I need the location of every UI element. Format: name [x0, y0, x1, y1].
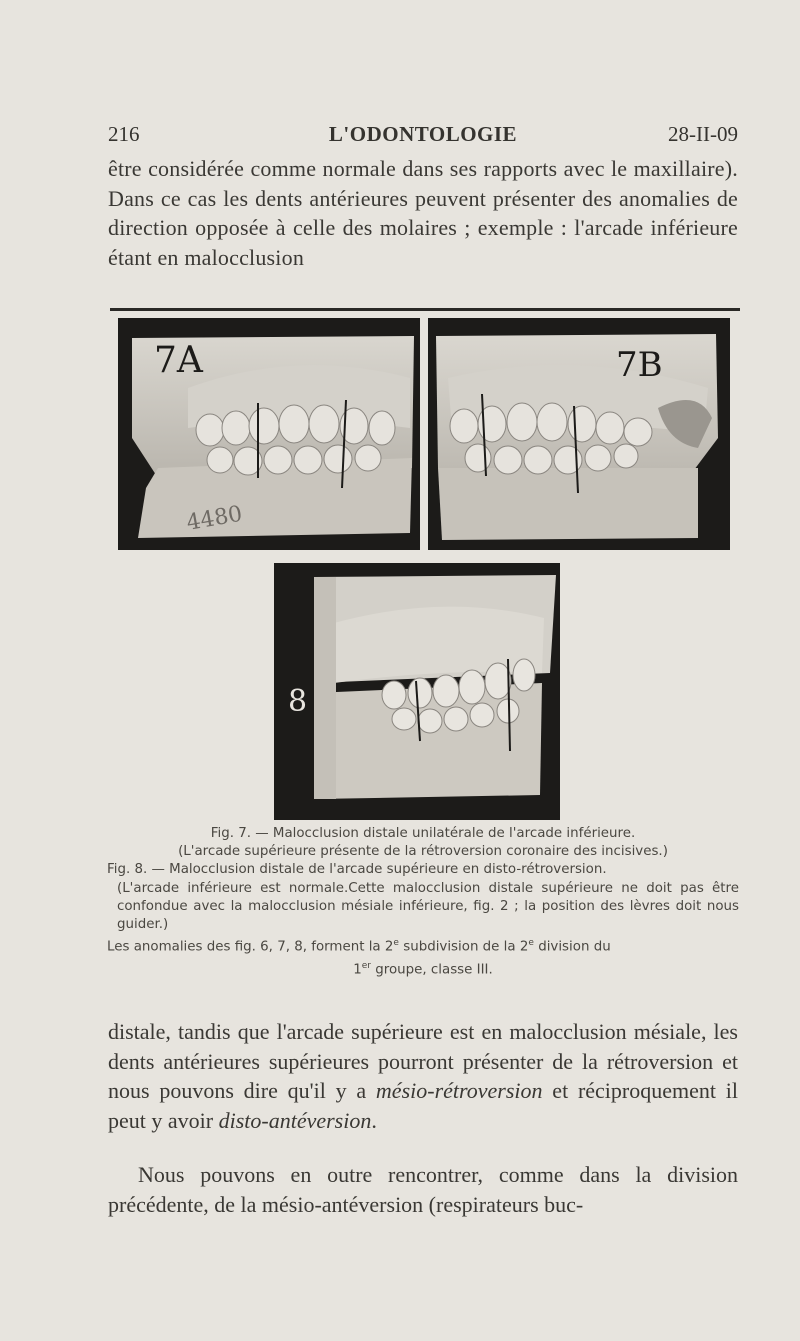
caption-fig7-note: (L'arcade supérieure présente de la rétroversion coronaire des incisives.): [178, 844, 668, 860]
figure-8-photo: [274, 563, 560, 820]
fig7b-label: 7B: [616, 345, 663, 385]
term-disto-anteversion: disto-antéversion: [218, 1107, 372, 1133]
journal-title: L'ODONTOLOGIE: [328, 122, 518, 146]
fig7a-label: 7A: [154, 340, 203, 381]
paragraph-middle: distale, tandis que l'arcade supérieure est en malocclusion mésiale, les dents antérieures supérieures pourront présenter de la rétroversion et nous pouvons dire qu'il y a mésio-rétroversion et réciproquement il peut y avoir disto-antéversion.: [108, 1019, 738, 1133]
paragraph-bottom: Nous pouvons en outre rencontrer, comme dans la division précédente, de la mésio-antéversion (respirateurs buc-: [108, 1162, 738, 1217]
figure-caption: [107, 825, 739, 980]
caption-classification: Les anomalies des fig. 6, 7, 8, forment la 2e subdivision de la 2e division du: [107, 938, 611, 955]
fig8-label: 8: [288, 684, 308, 719]
caption-classification-end: 1er groupe, classe III.: [353, 960, 493, 978]
paragraph-top: être considérée comme normale dans ses rapports avec le maxillaire). Dans ce cas les dents antérieures peuvent présenter des anomalies de direction opposée à celle des molaires ; exemple : l'arcade inférieure étant en malocclusion: [108, 156, 738, 270]
caption-fig8-note: (L'arcade inférieure est normale.Cette malocclusion distale supérieure ne doit pas être confondue avec la malocclusion mésiale inférieure, fig. 2 ; la position des lèvres doit nous guider.): [117, 880, 739, 933]
caption-fig7: Fig. 7. — Malocclusion distale unilatérale de l'arcade inférieure.: [210, 826, 636, 841]
issue-date: 28-II-09: [668, 122, 738, 146]
term-mesio-retroversion: mésio-rétroversion: [375, 1078, 543, 1104]
caption-fig8: Fig. 8. — Malocclusion distale de l'arcade supérieure en disto-rétroversion.: [107, 862, 607, 878]
page-number: 216: [108, 122, 140, 146]
figure-7a-photo: [118, 318, 420, 550]
fig7a-scribble: 4480: [184, 501, 245, 536]
figure-7b-photo: [428, 318, 730, 550]
running-header: [108, 122, 738, 150]
